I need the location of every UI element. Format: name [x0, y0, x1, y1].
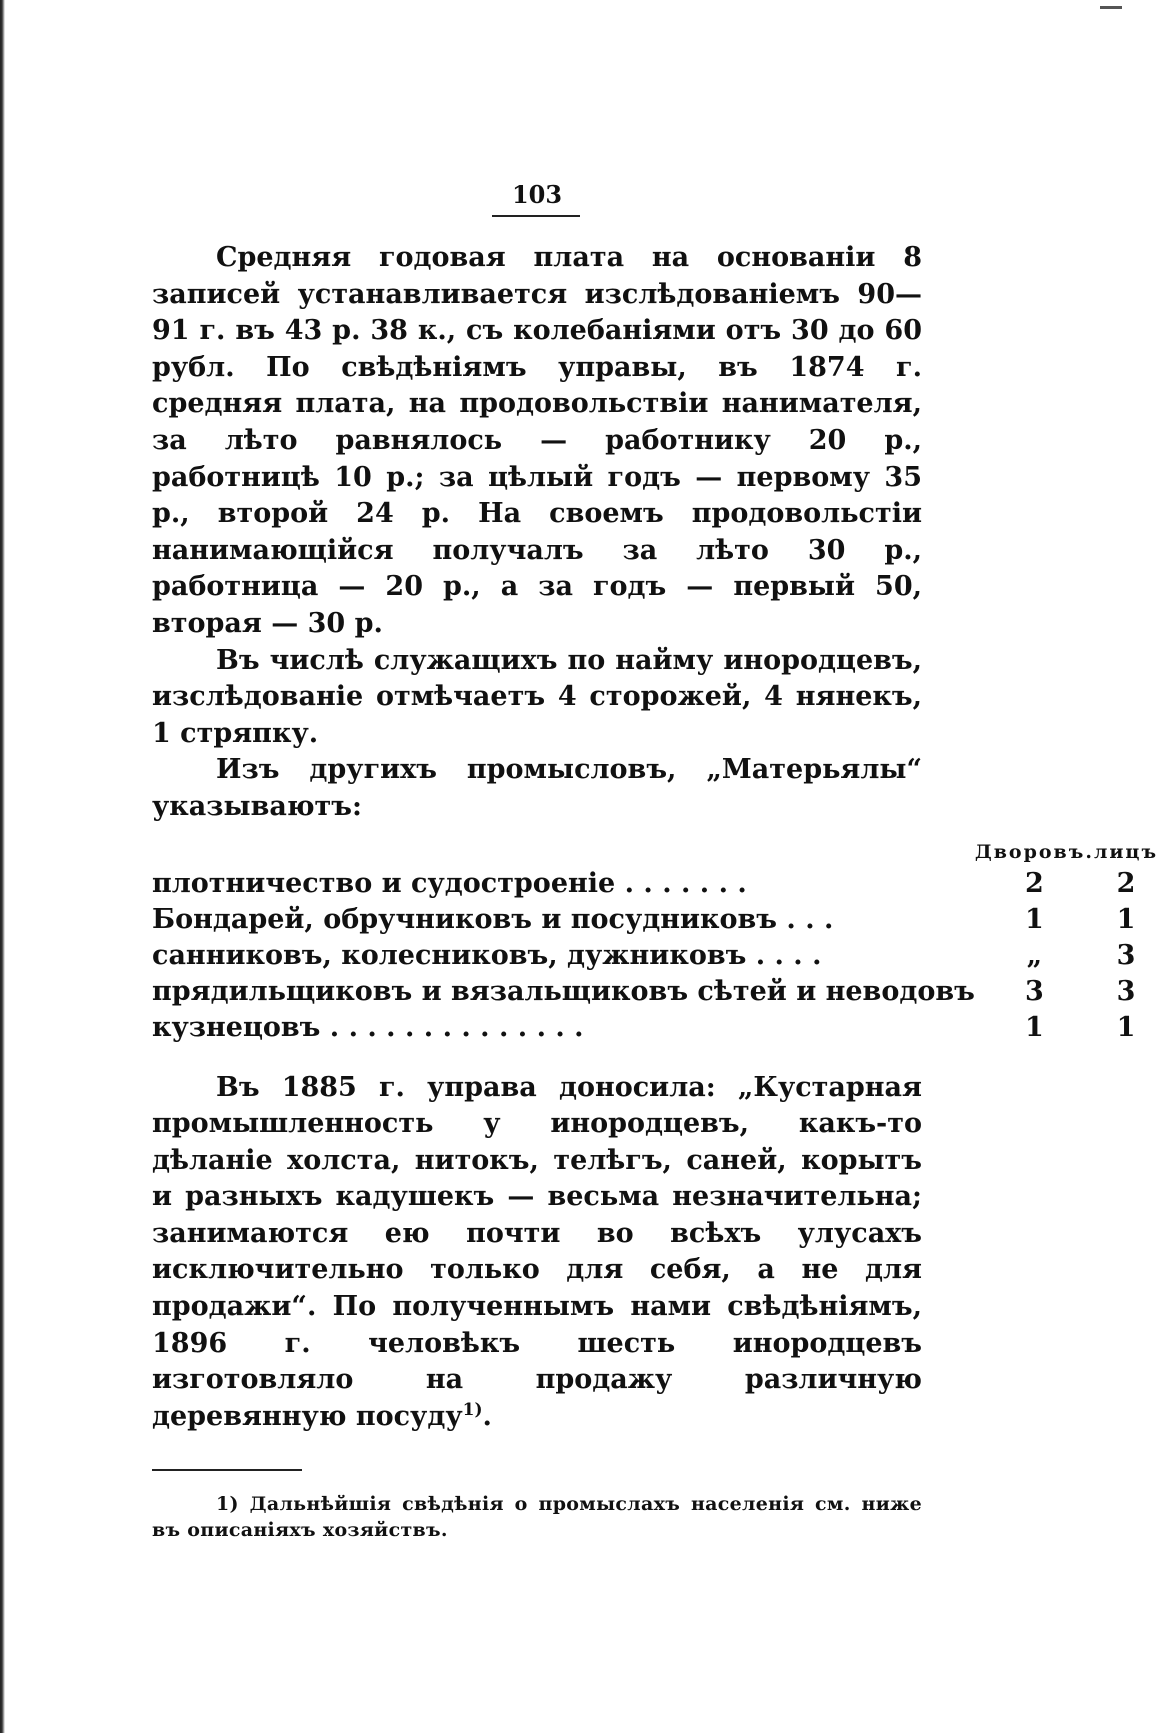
table-row	[152, 902, 1158, 938]
table-header-row	[152, 838, 1158, 866]
table-header-persons: лицъ	[1093, 840, 1158, 863]
book-page	[152, 180, 1158, 1543]
trade-name: прядильщиковъ и вязальщиковъ сѣтей и неводовъ	[152, 975, 975, 1007]
trade-name: плотничество и судостроеніе . . . . . . .	[152, 867, 747, 899]
page-number-rule	[492, 215, 580, 217]
paragraph-1885-report-end: .	[482, 1400, 492, 1432]
paragraph-1885-report-text: Въ 1885 г. управа доносила: „Кустарная промышленность у инородцевъ, какъ-то дѣланіе холста, нитокъ, телѣгъ, саней, корытъ и разныхъ кадушекъ — весьма незначительна; занимаются ею почти во всѣхъ улусахъ исключительно только для себя, а не для продажи“. По полученнымъ нами свѣдѣніямъ, 1896 г. человѣкъ шесть инородцевъ изготовляло на продажу различную деревянную посуду	[152, 1071, 922, 1432]
paragraph-trades-intro	[152, 752, 922, 825]
trade-persons: 2	[1116, 867, 1136, 899]
paragraph-1885-report	[152, 1070, 922, 1436]
scan-corner-mark	[1100, 0, 1122, 9]
page-number	[152, 180, 922, 210]
table-row	[152, 866, 1158, 902]
scan-edge	[0, 0, 5, 1733]
trade-name: кузнецовъ . . . . . . . . . . . . . .	[152, 1011, 584, 1043]
footnote	[152, 1491, 922, 1543]
trade-persons: 1	[1116, 1011, 1136, 1043]
trade-name: Бондарей, обручниковъ и посудниковъ . . .	[152, 903, 834, 935]
table-header-blank	[152, 838, 975, 866]
trade-yards: 1	[1024, 903, 1044, 935]
page-number-text: 103	[511, 180, 563, 209]
paragraph-servants-text: Въ числѣ служащихъ по найму инородцевъ, изслѣдованіе отмѣчаетъ 4 сторожей, 4 нянекъ, 1 стряпку.	[152, 644, 922, 749]
footnote-text: 1) Дальнѣйшія свѣдѣнія о промыслахъ населенія см. ниже въ описаніяхъ хозяйствъ.	[152, 1493, 922, 1542]
trade-yards: 2	[1024, 867, 1044, 899]
paragraph-wages	[152, 240, 922, 643]
footnote-reference[interactable]: 1)	[462, 1399, 483, 1420]
table-row	[152, 974, 1158, 1010]
trade-name: санниковъ, колесниковъ, дужниковъ . . . .	[152, 939, 822, 971]
table-row	[152, 938, 1158, 974]
trades-table	[152, 838, 1158, 1046]
trade-yards: 3	[1024, 975, 1044, 1007]
trade-persons: 1	[1116, 903, 1136, 935]
paragraph-servants	[152, 643, 922, 753]
trade-persons: 3	[1116, 939, 1136, 971]
trade-yards: 1	[1024, 1011, 1044, 1043]
footnote-rule	[152, 1469, 302, 1471]
table-header-yards: Дворовъ.	[974, 840, 1094, 863]
trade-persons: 3	[1116, 975, 1136, 1007]
trade-yards: „	[1026, 939, 1043, 971]
paragraph-wages-text: Средняя годовая плата на основаніи 8 записей устанавливается изслѣдованіемъ 90—91 г. въ 43 р. 38 к., съ колебаніями отъ 30 до 60 рубл. По свѣдѣніямъ управы, въ 1874 г. средняя плата, на продовольствіи нанимателя, за лѣто равнялось — работнику 20 р., работницѣ 10 р.; за цѣлый годъ — первому 35 р., второй 24 р. На своемъ продовольстіи нанимающійся получалъ за лѣто 30 р., работница — 20 р., а за годъ — первый 50, вторая — 30 р.	[152, 242, 922, 639]
table-row	[152, 1010, 1158, 1046]
paragraph-trades-intro-text: Изъ другихъ промысловъ, „Матерьялы“ указываютъ:	[152, 754, 922, 822]
